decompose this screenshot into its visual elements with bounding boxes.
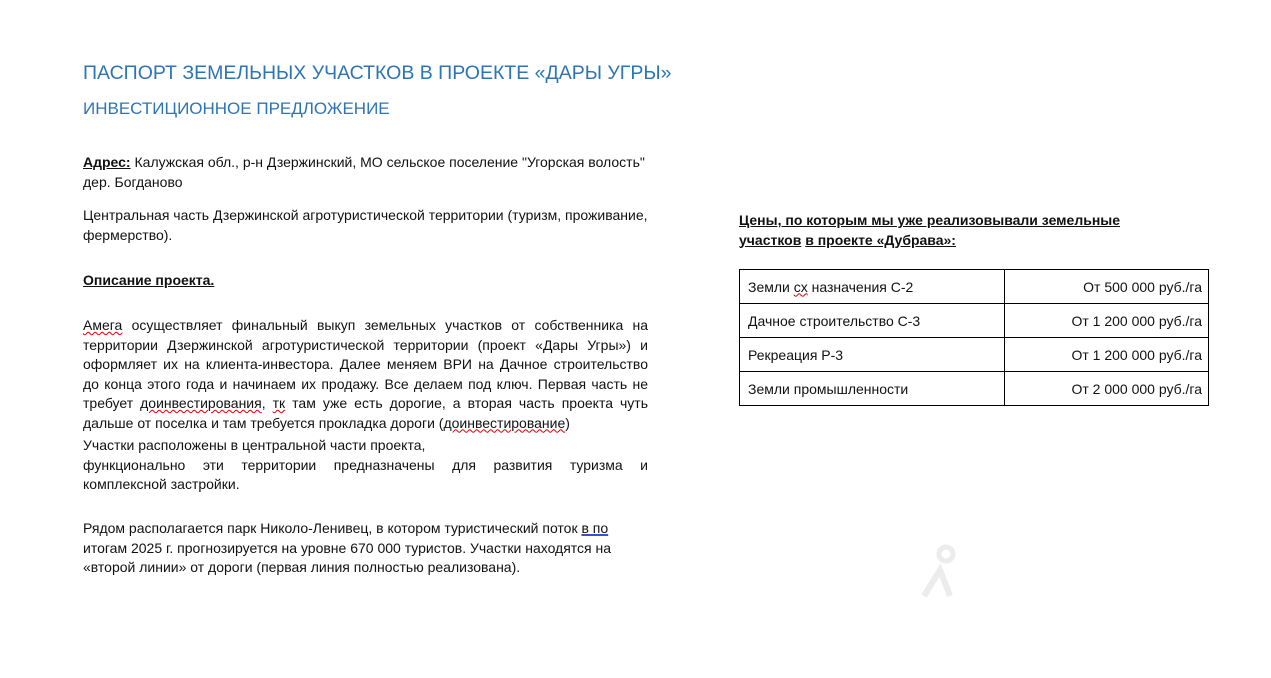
land-type-text: Дачное строительство С-3 (748, 312, 921, 329)
desc-word: тк (272, 395, 286, 411)
park-text: Рядом располагается парк Николо-Ленивец, в котором туристический поток (83, 520, 582, 536)
price-row (740, 338, 1209, 372)
description-paragraph (83, 316, 648, 433)
land-type-text: Рекреация Р-3 (748, 346, 844, 363)
park-paragraph (83, 519, 611, 578)
prices-heading (739, 211, 1120, 250)
central-line1: Центральная часть Дзержинской агротуристической территории (туризм, проживание, (83, 207, 648, 223)
land-type-cell (740, 338, 1005, 372)
document-subtitle: ИНВЕСТИЦИОННОЕ ПРЕДЛОЖЕНИЕ (83, 99, 390, 118)
desc-text: дальше от поселка и там требуется прокладка дороги ( (83, 414, 444, 431)
desc-line: до конца этого года и начинаем их продажу. Все делаем под ключ. Первая часть не (83, 375, 648, 392)
prices-table (739, 269, 1209, 406)
location-line: комплексной застройки. (83, 476, 240, 492)
price-row (740, 270, 1209, 304)
desc-word: доинвестирование (443, 414, 566, 431)
park-line: итогам 2025 г. прогнозируется на уровне 670 000 туристов. Участки находятся на (83, 539, 612, 556)
desc-text: там уже есть дорогие, а вторая часть проекта чуть (285, 395, 648, 411)
land-type-abbr: сх (793, 278, 808, 295)
land-type-cell (740, 304, 1005, 338)
document-title: ПАСПОРТ ЗЕМЕЛЬНЫХ УЧАСТКОВ В ПРОЕКТЕ «ДАРЫ УГРЫ» (83, 62, 672, 84)
prices-heading-line1: Цены, по которым мы уже реализовывали земельные (739, 212, 1121, 228)
desc-text: требует (83, 395, 141, 411)
price-cell: От 1 200 000 руб./га (1005, 304, 1209, 338)
desc-text: , (261, 395, 273, 411)
park-line: «второй линии» от дороги (первая линия полностью реализована). (83, 559, 521, 575)
park-word: в по (581, 520, 609, 536)
land-type-cell (740, 372, 1005, 406)
prices-heading-text: в проекте «Дубрава»: (805, 231, 956, 248)
price-row (740, 304, 1209, 338)
address-line1: Калужская обл., р-н Дзержинский, МО сельское поселение "Угорская волость" (130, 154, 645, 170)
land-type-text: Земли промышленности (748, 380, 909, 397)
price-cell: От 1 200 000 руб./га (1005, 338, 1209, 372)
price-row (740, 372, 1209, 406)
desc-text: ) (565, 414, 570, 431)
location-line: Участки расположены в центральной части проекта, (83, 437, 426, 453)
price-cell: От 500 000 руб./га (1005, 270, 1209, 304)
central-block (83, 206, 648, 245)
address-line2: дер. Богданово (83, 173, 183, 190)
address-label: Адрес: (83, 154, 131, 170)
desc-line: территории Дзержинской агротуристической территории (проект «Дары Угры») и (83, 336, 648, 353)
location-paragraph (83, 436, 648, 495)
location-line: функционально эти территории предназначены для развития туризма и (83, 456, 648, 473)
desc-word: Амега (83, 317, 123, 333)
watermark-figure-icon (920, 544, 960, 602)
desc-word: доинвестирования (140, 395, 262, 411)
prices-heading-word: участков (739, 231, 802, 248)
desc-text: осуществляет финальный выкуп земельных участков от собственника на (122, 317, 648, 333)
address-block (83, 153, 645, 192)
description-heading: Описание проекта. (83, 272, 215, 288)
land-type-cell (740, 270, 1005, 304)
price-cell: От 2 000 000 руб./га (1005, 372, 1209, 406)
cian-watermark-logo (920, 535, 960, 602)
central-line2: фермерство). (83, 226, 173, 243)
land-type-text: Земли (748, 278, 794, 295)
desc-line: оформляет их на клиента-инвестора. Далее меняем ВРИ на Дачное строительство (83, 356, 648, 372)
land-type-text: назначения С-2 (807, 278, 914, 295)
